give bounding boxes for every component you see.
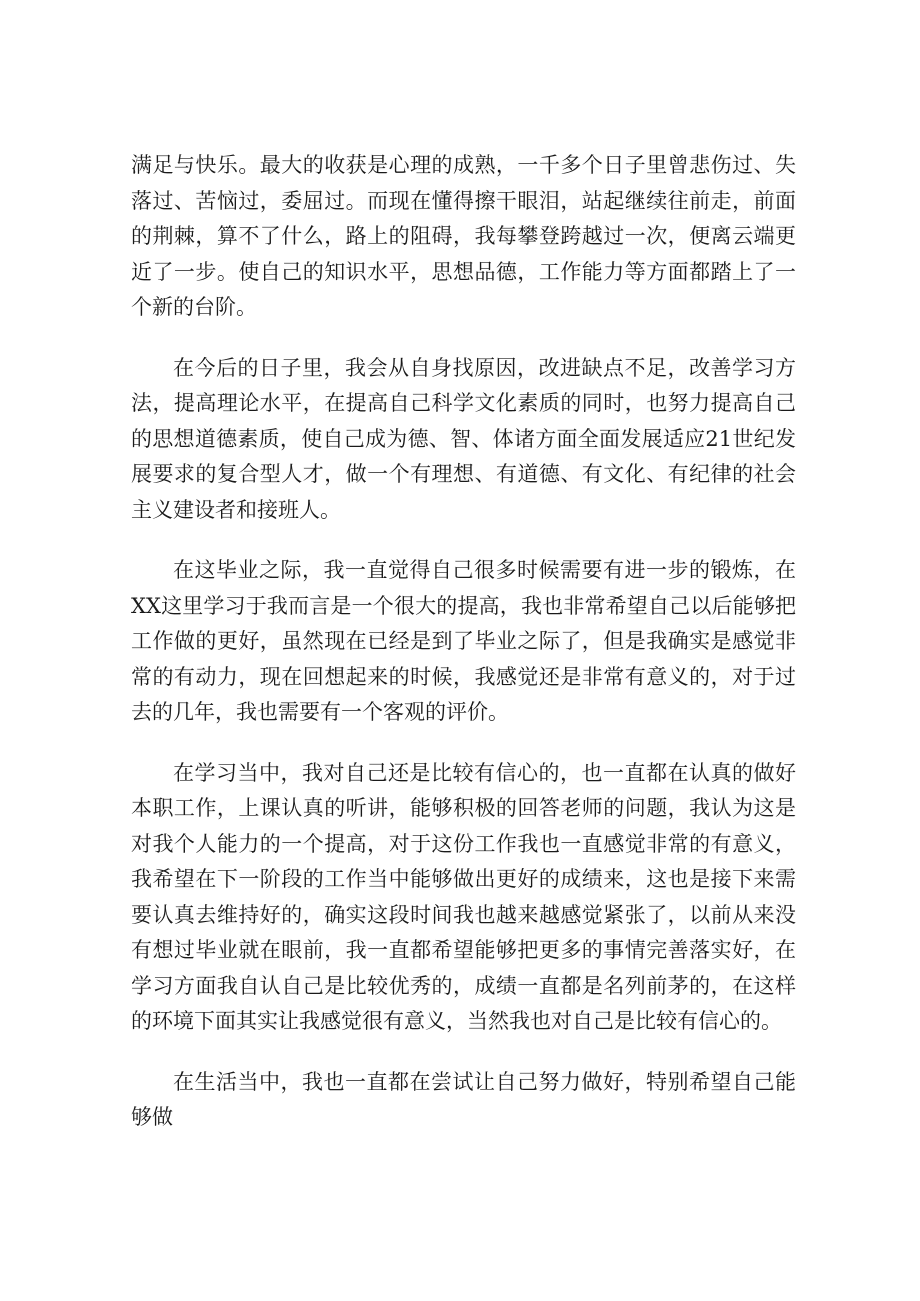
paragraph-4: 在学习当中，我对自己还是比较有信心的，也一直都在认真的做好本职工作，上课认真的听讲，能够积极的回答老师的问题，我认为这是对我个人能力的一个提高，对于这份工作我也一直感觉非常的有意义，我希望在下一阶段的工作当中能够做出更好的成绩来，这也是接下来需要认真去维持好的，确实这段时间我也越来越感觉紧张了，以前从来没有想过毕业就在眼前，我一直都希望能够把更多的事情完善落实好，在学习方面我自认自己是比较优秀的，成绩一直都是名列前茅的，在这样的环境下面其实让我感觉很有意义，当然我也对自己是比较有信心的。 [131, 760, 796, 1033]
paragraph-1: 满足与快乐。最大的收获是心理的成熟，一千多个日子里曾悲伤过、失落过、苦恼过，委屈过。而现在懂得擦干眼泪，站起继续往前走，前面的荆棘，算不了什么，路上的阻碍，我每攀登跨越过一次，便离云端更近了一步。使自己的知识水平，思想品德，工作能力等方面都踏上了一个新的台阶。 [131, 153, 796, 319]
paragraph-5: 在生活当中，我也一直都在尝试让自己努力做好，特别希望自己能够做 [131, 1069, 796, 1129]
document-body [131, 148, 796, 1161]
paragraph-3: 在这毕业之际，我一直觉得自己很多时候需要有进一步的锻炼，在XX这里学习于我而言是一个很大的提高，我也非常希望自己以后能够把工作做的更好，虽然现在已经是到了毕业之际了，但是我确实是感觉非常的有动力，现在回想起来的时候，我感觉还是非常有意义的，对于过去的几年，我也需要有一个客观的评价。 [131, 558, 796, 724]
paragraph-2: 在今后的日子里，我会从自身找原因，改进缺点不足，改善学习方法，提高理论水平，在提高自己科学文化素质的同时，也努力提高自己的思想道德素质，使自己成为德、智、体诸方面全面发展适应21世纪发展要求的复合型人才，做一个有理想、有道德、有文化、有纪律的社会主义建设者和接班人。 [131, 355, 796, 522]
